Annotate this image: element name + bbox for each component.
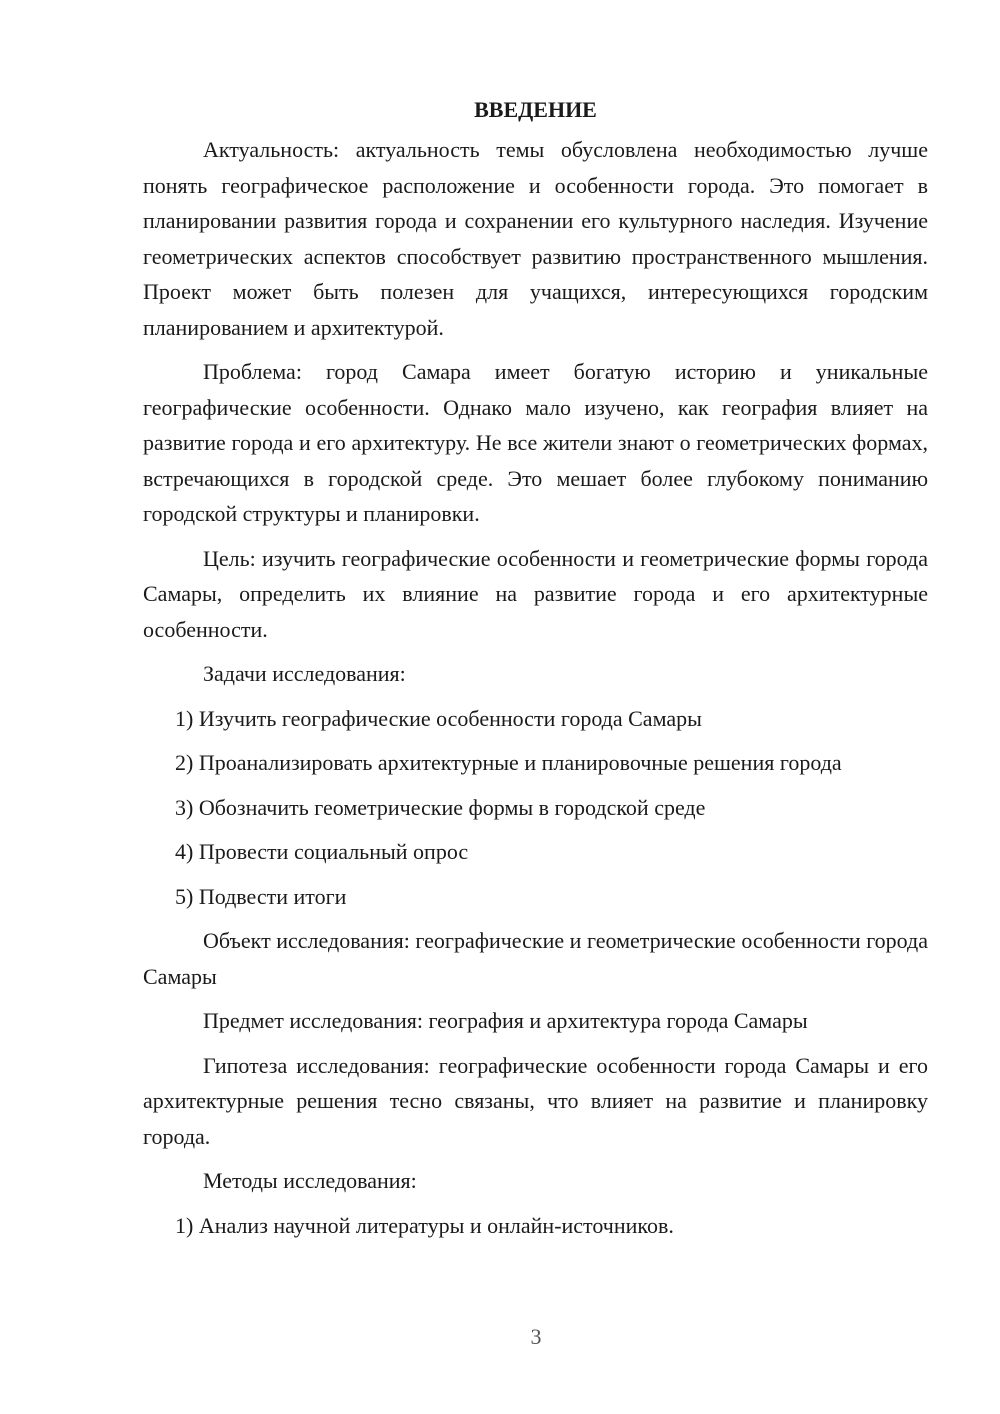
document-page — [143, 92, 928, 1252]
page-number: 3 — [530, 1324, 542, 1349]
problem-paragraph: Проблема: город Самара имеет богатую историю и уникальные географические особенности. Однако мало изучено, как география влияет на развитие города и его архитектуру. Не все жители знают о геометрических формах, встречающихся в городской среде. Это мешает более глубокому пониманию городской структуры и планировки. — [143, 359, 928, 526]
task-item-3: 3) Обозначить геометрические формы в городской среде — [175, 794, 706, 820]
relevance-paragraph: Актуальность: актуальность темы обусловлена необходимостью лучше понять географическое расположение и особенности города. Это помогает в планировании развития города и сохранении его культурного наследия. Изучение геометрических аспектов способствует развитию пространственного мышления. Проект может быть полезен для учащихся, интересующихся городским планированием и архитектурой. — [143, 137, 928, 340]
task-item-2: 2) Проанализировать архитектурные и планировочные решения города — [175, 750, 842, 775]
tasks-label: Задачи исследования: — [203, 661, 406, 686]
methods-label: Методы исследования: — [203, 1168, 417, 1193]
task-item-1: 1) Изучить географические особенности города Самары — [175, 705, 702, 731]
hypothesis-paragraph: Гипотеза исследования: географические особенности города Самары и его архитектурные решения тесно связаны, что влияет на развитие и планировку города. — [143, 1052, 928, 1149]
method-item-1: 1) Анализ научной литературы и онлайн-источников. — [175, 1212, 674, 1238]
task-item-5: 5) Подвести итоги — [175, 883, 347, 909]
subject-paragraph: Предмет исследования: география и архитектура города Самары — [203, 1008, 808, 1033]
goal-paragraph: Цель: изучить географические особенности и геометрические формы города Самары, определить их влияние на развитие города и его архитектурные особенности. — [143, 545, 928, 642]
page-title: ВВЕДЕНИЕ — [474, 97, 597, 122]
object-paragraph: Объект исследования: географические и геометрические особенности города Самары — [143, 928, 928, 989]
task-item-4: 4) Провести социальный опрос — [175, 839, 469, 864]
